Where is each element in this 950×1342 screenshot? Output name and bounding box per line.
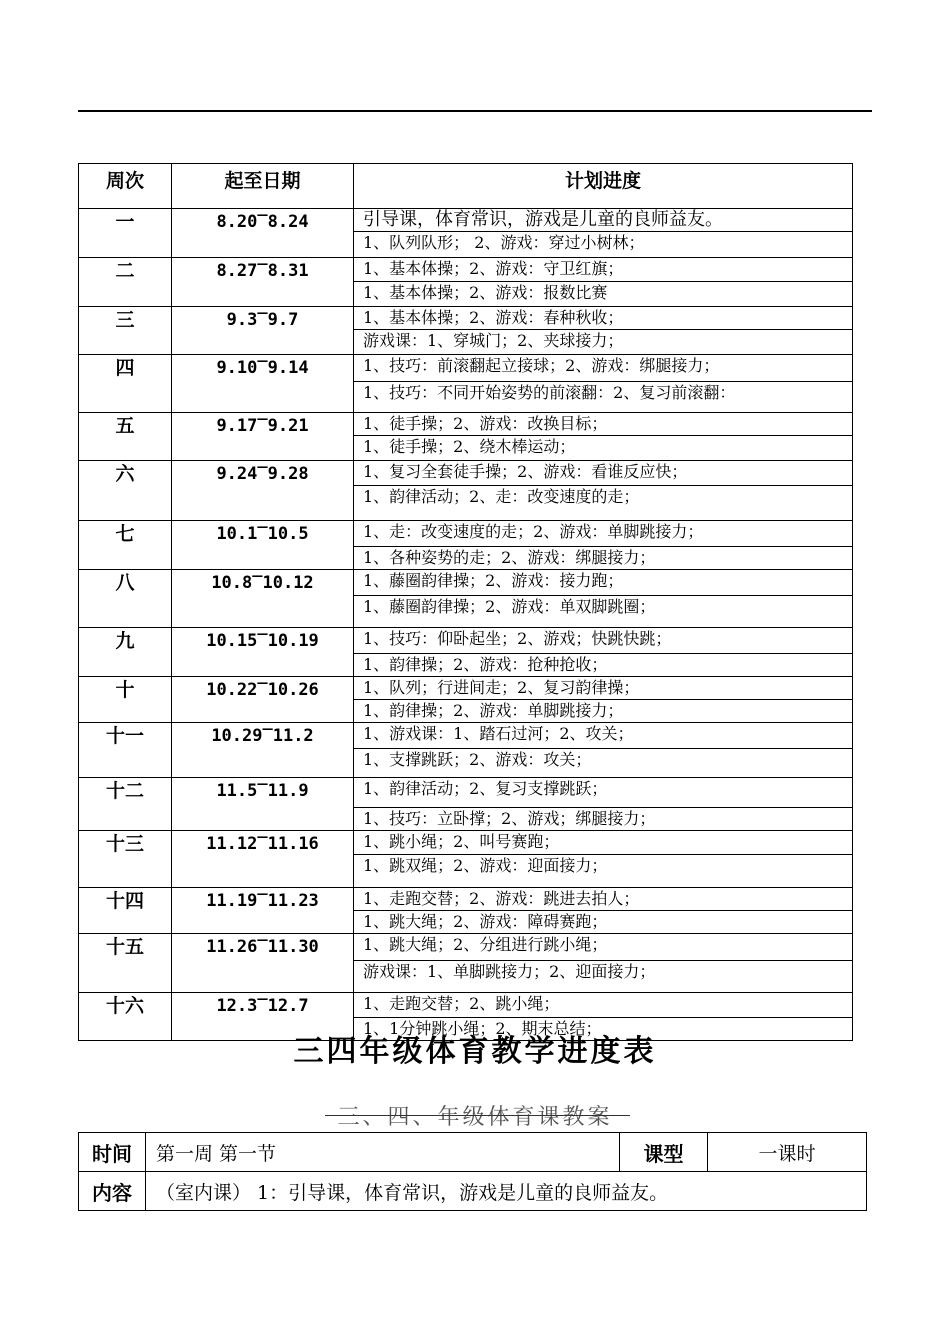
plan-line: 1、徒手操；2、游戏：改换目标； — [354, 413, 853, 436]
plan-line: 1、技巧：立卧撑；2、游戏；绑腿接力； — [354, 808, 853, 831]
table-row — [79, 831, 853, 855]
plan-line: 1、1分钟跳小绳；2、期末总结； — [354, 1018, 853, 1041]
page-title: 三四年级体育教学进度表 — [293, 1034, 657, 1069]
table-row — [79, 413, 853, 436]
time-value: 第一周 第一节 — [146, 1133, 620, 1172]
table-row — [79, 778, 853, 808]
week-cell: 六 — [79, 461, 172, 521]
date-cell: 11.5‾11.9 — [172, 778, 354, 831]
week-cell: 一 — [79, 209, 172, 258]
content-value: （室内课） 1：引导课，体育常识，游戏是儿童的良师益友。 — [146, 1172, 867, 1211]
week-cell: 三 — [79, 307, 172, 355]
table-row — [79, 570, 853, 596]
plan-line: 1、徒手操；2、绕木棒运动； — [354, 436, 853, 461]
plan-line: 1、韵律操；2、游戏：单脚跳接力； — [354, 700, 853, 723]
plan-line: 1、支撑跳跃；2、游戏：攻关； — [354, 749, 853, 778]
week-cell: 十五 — [79, 934, 172, 993]
progress-table — [78, 163, 853, 1041]
week-cell: 九 — [79, 628, 172, 677]
plan-line: 1、韵律操；2、游戏：抢种抢收； — [354, 654, 853, 677]
week-cell: 十 — [79, 677, 172, 723]
plan-line: 1、基本体操；2、游戏：春种秋收； — [354, 307, 853, 330]
plan-line: 引导课，体育常识，游戏是儿童的良师益友。 — [354, 209, 853, 232]
plan-line: 1、技巧：不同开始姿势的前滚翻：2、复习前滚翻： — [354, 382, 853, 413]
table-row — [79, 258, 853, 282]
page-subtitle — [0, 1100, 950, 1131]
week-cell: 二 — [79, 258, 172, 307]
plan-line: 1、技巧：仰卧起坐；2、游戏；快跳快跳； — [354, 628, 853, 654]
header-dates: 起至日期 — [172, 164, 354, 209]
date-cell: 11.19‾11.23 — [172, 888, 354, 934]
plan-line: 1、游戏课：1、踏石过河；2、攻关； — [354, 723, 853, 749]
date-cell: 9.3‾9.7 — [172, 307, 354, 355]
subtitle-text: 三、四、年级体育课教案 — [337, 1105, 613, 1130]
date-cell: 8.20‾8.24 — [172, 209, 354, 258]
date-cell: 9.24‾9.28 — [172, 461, 354, 521]
content-label: 内容 — [79, 1172, 146, 1211]
date-cell: 8.27‾8.31 — [172, 258, 354, 307]
plan-line: 1、跳大绳；2、分组进行跳小绳； — [354, 934, 853, 961]
week-cell: 八 — [79, 570, 172, 628]
date-cell: 9.10‾9.14 — [172, 355, 354, 413]
table-row — [79, 209, 853, 232]
lesson-table — [78, 1132, 867, 1211]
type-label: 课型 — [620, 1133, 708, 1172]
plan-line: 1、韵律活动；2、走：改变速度的走； — [354, 486, 853, 521]
plan-line: 1、队列队形； 2、游戏：穿过小树林； — [354, 232, 853, 258]
time-label: 时间 — [79, 1133, 146, 1172]
table-header-row — [79, 164, 853, 209]
lesson-row-time — [79, 1133, 867, 1172]
plan-line: 1、复习全套徒手操；2、游戏：看谁反应快； — [354, 461, 853, 486]
date-cell: 10.22‾10.26 — [172, 677, 354, 723]
table-row — [79, 723, 853, 749]
week-cell: 四 — [79, 355, 172, 413]
table-row — [79, 677, 853, 700]
plan-line: 游戏课：1、单脚跳接力；2、迎面接力； — [354, 961, 853, 993]
table-row — [79, 888, 853, 911]
plan-line: 1、跳大绳；2、游戏：障碍赛跑； — [354, 911, 853, 934]
plan-line: 1、各种姿势的走；2、游戏：绑腿接力； — [354, 547, 853, 570]
plan-line: 1、韵律活动；2、复习支撑跳跃； — [354, 778, 853, 808]
plan-line: 1、走跑交替；2、跳小绳； — [354, 993, 853, 1018]
table-row — [79, 307, 853, 330]
date-cell: 10.29‾11.2 — [172, 723, 354, 778]
table-row — [79, 521, 853, 547]
table-row — [79, 628, 853, 654]
header-week: 周次 — [79, 164, 172, 209]
date-cell: 10.8‾10.12 — [172, 570, 354, 628]
date-cell: 11.26‾11.30 — [172, 934, 354, 993]
plan-line: 1、跳小绳；2、叫号赛跑； — [354, 831, 853, 855]
week-cell: 七 — [79, 521, 172, 570]
plan-line: 1、藤圈韵律操；2、游戏：单双脚跳圈； — [354, 596, 853, 628]
plan-line: 游戏课：1、穿城门；2、夹球接力； — [354, 330, 853, 355]
header-plan: 计划进度 — [354, 164, 853, 209]
lesson-row-content — [79, 1172, 867, 1211]
plan-line: 1、走跑交替；2、游戏：跳进去拍人； — [354, 888, 853, 911]
date-cell: 10.1‾10.5 — [172, 521, 354, 570]
plan-line: 1、跳双绳；2、游戏：迎面接力； — [354, 855, 853, 888]
table-row — [79, 461, 853, 486]
week-cell: 十四 — [79, 888, 172, 934]
week-cell: 五 — [79, 413, 172, 461]
plan-line: 1、走：改变速度的走；2、游戏：单脚跳接力； — [354, 521, 853, 547]
date-cell: 10.15‾10.19 — [172, 628, 354, 677]
type-value: 一课时 — [708, 1133, 867, 1172]
table-row — [79, 934, 853, 961]
table-row — [79, 355, 853, 382]
week-cell: 十一 — [79, 723, 172, 778]
week-cell: 十三 — [79, 831, 172, 888]
week-cell: 十二 — [79, 778, 172, 831]
plan-line: 1、队列；行进间走；2、复习韵律操； — [354, 677, 853, 700]
week-cell: 十六 — [79, 993, 172, 1041]
plan-line: 1、基本体操；2、游戏：报数比赛 — [354, 282, 853, 307]
subtitle-strike — [325, 1115, 630, 1116]
date-cell: 9.17‾9.21 — [172, 413, 354, 461]
plan-line: 1、技巧：前滚翻起立接球；2、游戏：绑腿接力； — [354, 355, 853, 382]
plan-line: 1、藤圈韵律操；2、游戏：接力跑； — [354, 570, 853, 596]
header-rule — [78, 110, 872, 112]
plan-line: 1、基本体操；2、游戏：守卫红旗； — [354, 258, 853, 282]
date-cell: 11.12‾11.16 — [172, 831, 354, 888]
table-row — [79, 993, 853, 1018]
date-cell: 12.3‾12.7 — [172, 993, 354, 1041]
